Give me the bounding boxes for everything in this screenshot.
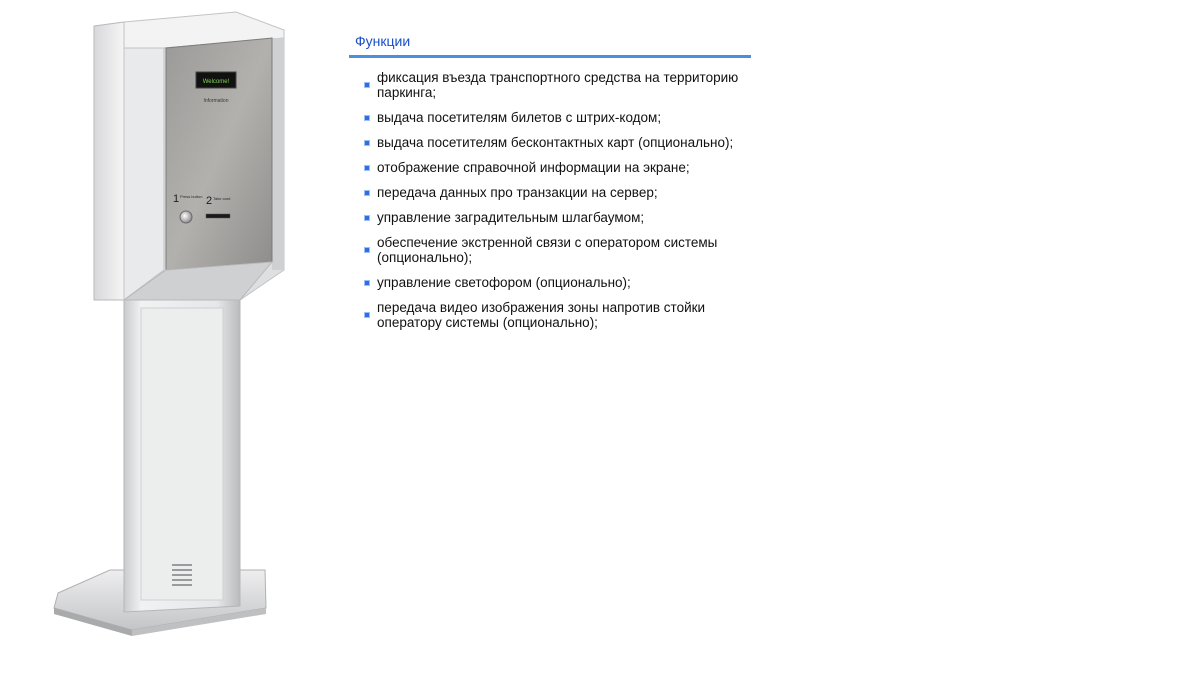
square-bullet-icon (364, 165, 370, 171)
step2-label: Take card (213, 196, 231, 201)
function-item-text: отображение справочной информации на экране; (377, 160, 690, 175)
step1-number: 1 (173, 193, 180, 205)
function-item-text: выдача посетителям бесконтактных карт (опционально); (377, 135, 734, 150)
step1-label: Press button (180, 194, 203, 199)
function-item-text: передача данных про транзакции на сервер; (377, 185, 658, 200)
function-item-text: обеспечение экстренной связи с оператором системы (опционально); (377, 235, 718, 265)
card-slot-icon (206, 214, 230, 218)
functions-panel (349, 28, 751, 340)
step2-number: 2 (206, 195, 213, 207)
function-item (349, 210, 751, 225)
square-bullet-icon (364, 140, 370, 146)
function-item (349, 275, 751, 290)
function-item-text: управление светофором (опционально); (377, 275, 631, 290)
function-item (349, 185, 751, 200)
display-text: Welcome! (202, 79, 230, 85)
function-item-text: передача видео изображения зоны напротив стойки оператору системы (опционально); (377, 300, 706, 330)
square-bullet-icon (364, 215, 370, 221)
square-bullet-icon (364, 82, 370, 88)
terminal-drawing (40, 8, 300, 638)
square-bullet-icon (364, 115, 370, 121)
function-item (349, 160, 751, 175)
function-item-text: фиксация въезда транспортного средства на территорию паркинга; (377, 70, 739, 100)
info-label: Information (203, 98, 229, 104)
functions-list (349, 70, 751, 330)
functions-title: Функции (349, 28, 751, 58)
function-item (349, 135, 751, 150)
function-item-text: выдача посетителям билетов с штрих-кодом; (377, 110, 662, 125)
function-item-text: управление заградительным шлагбаумом; (377, 210, 645, 225)
function-item (349, 235, 751, 265)
terminal-column (124, 300, 240, 612)
function-item (349, 110, 751, 125)
function-item (349, 70, 751, 100)
function-item (349, 300, 751, 330)
square-bullet-icon (364, 312, 370, 318)
press-button-icon (180, 211, 192, 223)
square-bullet-icon (364, 280, 370, 286)
square-bullet-icon (364, 247, 370, 253)
terminal-housing (94, 12, 284, 300)
square-bullet-icon (364, 190, 370, 196)
parking-terminal-image (40, 8, 300, 638)
